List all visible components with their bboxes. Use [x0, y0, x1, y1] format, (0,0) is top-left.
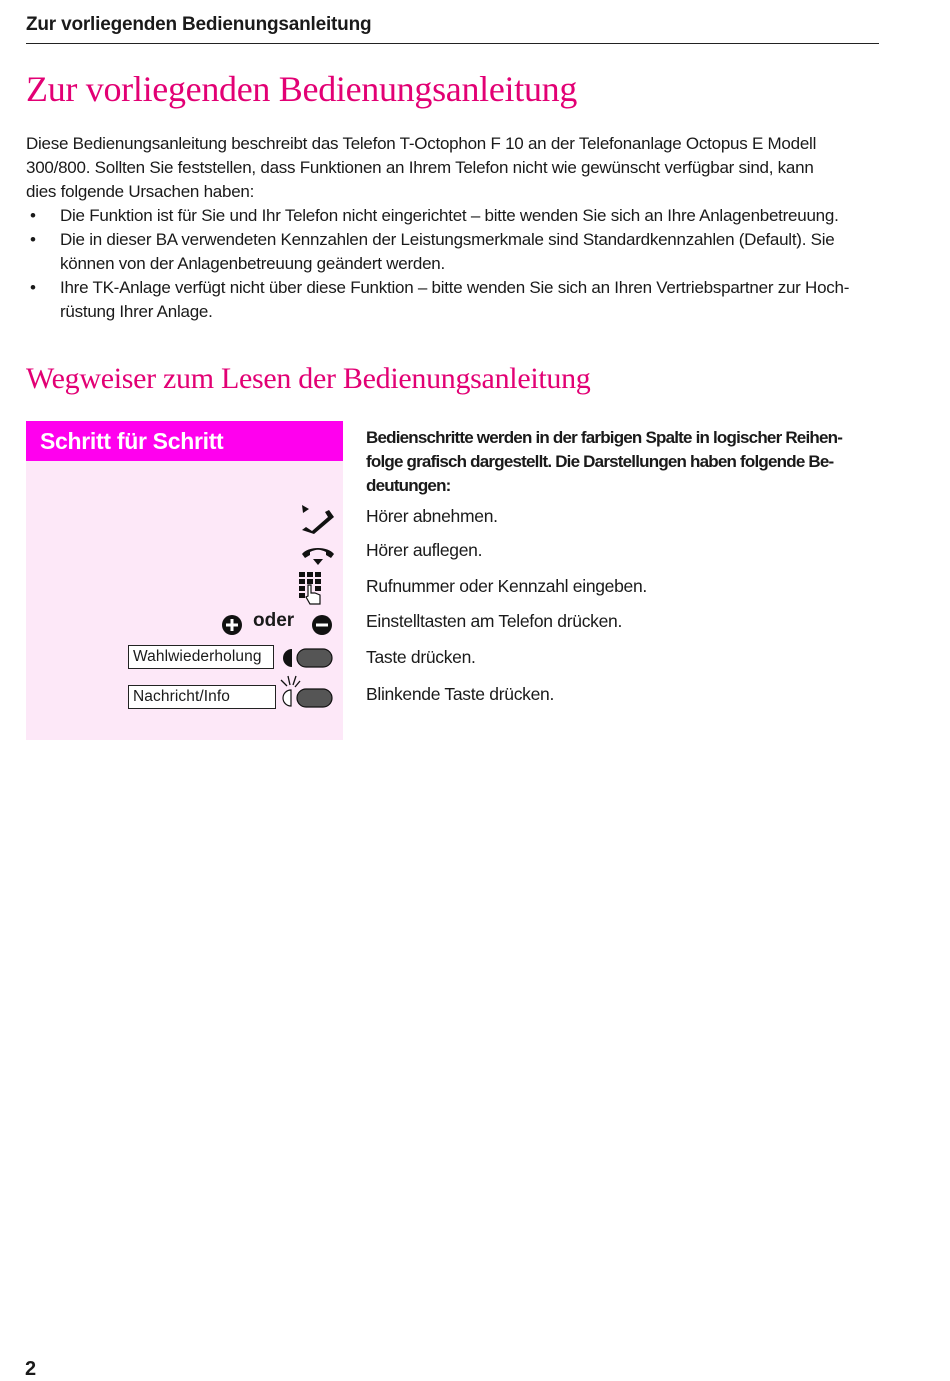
minus-key-icon [311, 614, 333, 636]
or-connector: oder [253, 610, 295, 631]
legend-text-keypad: Rufnummer oder Kennzahl eingeben. [366, 576, 647, 596]
legend-intro [366, 426, 866, 498]
handset-hangup-icon [298, 543, 338, 569]
bullet: • [30, 278, 36, 297]
cause-item [26, 204, 886, 228]
page-number: 2 [25, 1358, 37, 1380]
running-header: Zur vorliegenden Bedienungsanleitung [26, 14, 879, 44]
legend-text-adjust: Einstelltasten am Telefon drücken. [366, 611, 623, 631]
handset-lift-icon [298, 503, 338, 535]
bullet: • [30, 230, 36, 249]
key-label-nachricht-info: Nachricht/Info [128, 685, 276, 709]
plus-key-icon [221, 614, 243, 636]
legend-text-blinking: Blinkende Taste drücken. [366, 684, 555, 704]
intro-line: dies folgende Ursachen haben: [26, 182, 255, 201]
key-label-wahlwiederholung: Wahlwiederholung [128, 645, 274, 669]
cause-line: Ihre TK-Anlage verfügt nicht über diese Funktion – bitte wenden Sie sich an Ihren Vertriebspartner zur Hoch- [60, 278, 850, 297]
intro-text [26, 132, 886, 324]
cause-line: rüstung Ihrer Anlage. [60, 302, 213, 321]
cause-line: Die in dieser BA verwendeten Kennzahlen der Leistungsmerkmale sind Standardkennzahlen (Default). Sie [60, 230, 835, 249]
intro-line: Diese Bedienungsanleitung beschreibt das Telefon T-Octophon F 10 an der Telefonanlage Octopus E Modell [26, 134, 817, 153]
cause-item [26, 228, 886, 276]
legend-intro-line: Bedienschritte werden in der farbigen Spalte in logischer Reihen- [366, 428, 843, 447]
legend-intro-line: deutungen: [366, 476, 451, 495]
intro-line: 300/800. Sollten Sie feststellen, dass Funktionen an Ihrem Telefon nicht wie gewünscht verfügbar sind, kann [26, 158, 814, 177]
legend-intro-line: folge grafisch dargestellt. Die Darstellungen haben folgende Be- [366, 452, 834, 471]
key-blinking-icon [278, 675, 336, 711]
cause-item [26, 276, 886, 324]
intro-paragraph [26, 132, 886, 204]
keypad-icon [298, 571, 324, 607]
legend-text-hangup: Hörer auflegen. [366, 540, 483, 560]
legend-text-key: Taste drücken. [366, 647, 476, 667]
step-column-header: Schritt für Schritt [26, 421, 343, 461]
bullet: • [30, 206, 36, 225]
cause-line: Die Funktion ist für Sie und Ihr Telefon nicht eingerichtet – bitte wenden Sie sich an Ihre Anlagenbetreuung. [60, 206, 839, 225]
cause-line: können von der Anlagenbetreuung geändert werden. [60, 254, 445, 273]
legend-text-lift: Hörer abnehmen. [366, 506, 498, 526]
section-title-intro: Zur vorliegenden Bedienungsanleitung [26, 69, 578, 109]
key-button-icon [280, 647, 336, 669]
cause-list [26, 204, 886, 324]
section-title-guide: Wegweiser zum Lesen der Bedienungsanleitung [26, 362, 591, 395]
